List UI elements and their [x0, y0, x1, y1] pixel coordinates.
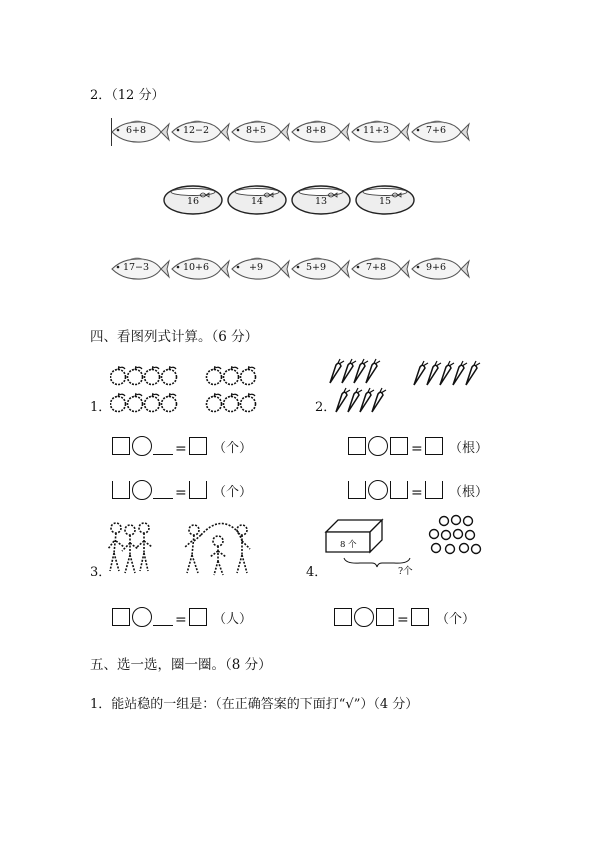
equals-sign: = [411, 441, 423, 457]
unit-label: （根） [449, 485, 489, 500]
apple-icon [111, 393, 126, 412]
fish-expression: 7+8 [365, 262, 387, 273]
fish-card[interactable] [109, 256, 171, 282]
carrots-picture [326, 358, 488, 420]
problem-1-number: 1． [90, 400, 112, 415]
carrot-icon [414, 361, 428, 385]
apple-icon [128, 393, 143, 412]
fish-expression: 11+3 [362, 125, 390, 136]
question-2-header [90, 88, 164, 104]
answer-box[interactable] [112, 437, 130, 455]
carrot-icon [348, 388, 362, 412]
unit-label: （个） [213, 441, 253, 456]
fishbowl-number: 15 [378, 196, 392, 207]
equals-sign: = [397, 612, 409, 628]
apple-icon [162, 393, 177, 412]
equals-sign: = [175, 441, 187, 457]
apple-icon [145, 393, 160, 412]
carrot-icon [466, 361, 480, 385]
equals-sign: = [175, 485, 187, 501]
operator-circle[interactable] [132, 480, 152, 500]
apple-icon [224, 393, 239, 412]
answer-box[interactable] [348, 437, 366, 455]
result-box[interactable] [411, 608, 429, 626]
operator-circle[interactable] [354, 607, 374, 627]
answer-box[interactable] [348, 481, 366, 499]
fish-expression: 7+6 [425, 125, 447, 136]
problem-4-number: 4． [306, 565, 328, 580]
unit-label: （个） [436, 612, 476, 627]
children-picture [106, 519, 266, 581]
fish-expression: 8+8 [305, 125, 327, 136]
apple-icon [111, 366, 126, 385]
result-box[interactable] [189, 481, 207, 499]
fish-expression: 17−3 [122, 262, 150, 273]
apple-icon [207, 393, 222, 412]
carrot-icon [453, 361, 467, 385]
result-box[interactable] [425, 437, 443, 455]
apple-icon [128, 366, 143, 385]
fishbowl-number: 13 [314, 196, 328, 207]
fish-card[interactable] [229, 119, 291, 145]
fish-card[interactable] [229, 256, 291, 282]
fishbowl[interactable] [290, 184, 352, 216]
carrot-icon [336, 388, 350, 412]
carrot-icon [372, 388, 386, 412]
section-4-title: 四、看图列式计算。（6 分） [90, 329, 259, 345]
apple-icon [145, 366, 160, 385]
box-count-label: 8 个 [340, 540, 357, 550]
fishbowl-number: 14 [250, 196, 264, 207]
answer-blank[interactable] [153, 454, 173, 455]
carrot-icon [440, 361, 454, 385]
question-count-label: ?个 [398, 566, 413, 577]
apple-icon [241, 393, 256, 412]
answer-box[interactable] [376, 608, 394, 626]
fishbowl[interactable] [354, 184, 416, 216]
apple-icon [224, 366, 239, 385]
answer-blank[interactable] [153, 625, 173, 626]
section-5-title: 五、选一选，圈一圈。（8 分） [90, 657, 272, 673]
problem-3-number: 3． [90, 565, 112, 580]
children-icon [106, 519, 266, 577]
result-box[interactable] [425, 481, 443, 499]
fish-expression: 6+8 [125, 125, 147, 136]
fish-card[interactable] [109, 119, 171, 145]
carrot-icon [326, 358, 488, 416]
answer-box[interactable] [334, 608, 352, 626]
balls-picture [426, 514, 482, 562]
fish-expression: 5+9 [305, 262, 327, 273]
question-number: 2． [90, 88, 112, 103]
carrot-icon [366, 359, 380, 383]
apple-icon [241, 366, 256, 385]
fishbowl-number: 16 [186, 196, 200, 207]
box-picture [322, 516, 388, 558]
fish-expression: 9+6 [425, 262, 447, 273]
balls-icon [426, 514, 482, 558]
carrot-icon [360, 388, 374, 412]
answer-box[interactable] [112, 608, 130, 626]
fishbowl[interactable] [162, 184, 224, 216]
unit-label: （人） [213, 612, 253, 627]
result-box[interactable] [189, 437, 207, 455]
answer-box[interactable] [390, 437, 408, 455]
problem-2-number: 2． [315, 400, 337, 415]
fish-expression: 10+6 [182, 262, 210, 273]
unit-label: （个） [213, 485, 253, 500]
question-score: （12 分） [111, 88, 165, 103]
fish-card[interactable] [409, 119, 471, 145]
fish-card[interactable] [169, 119, 231, 145]
carrot-icon [330, 359, 344, 383]
fish-card[interactable] [289, 119, 351, 145]
answer-box[interactable] [390, 481, 408, 499]
fish-card[interactable] [349, 119, 411, 145]
carrot-icon [354, 359, 368, 383]
carrot-icon [427, 361, 441, 385]
apple-icon [207, 366, 222, 385]
operator-circle[interactable] [132, 607, 152, 627]
apples-picture [110, 366, 260, 420]
result-box[interactable] [189, 608, 207, 626]
fish-expression: 8+5 [245, 125, 267, 136]
fish-card[interactable] [169, 256, 231, 282]
fish-card[interactable] [349, 256, 411, 282]
answer-blank[interactable] [153, 498, 173, 499]
fish-card[interactable] [409, 256, 471, 282]
fish-expression: +9 [248, 262, 263, 273]
carrot-icon [342, 359, 356, 383]
apple-icon [162, 366, 177, 385]
fishbowl[interactable] [226, 184, 288, 216]
equals-sign: = [411, 485, 423, 501]
answer-box[interactable] [112, 481, 130, 499]
equals-sign: = [175, 612, 187, 628]
apple-icon [110, 366, 260, 416]
unit-label: （根） [449, 441, 489, 456]
operator-circle[interactable] [132, 436, 152, 456]
operator-circle[interactable] [368, 480, 388, 500]
operator-circle[interactable] [368, 436, 388, 456]
fish-card[interactable] [289, 256, 351, 282]
fish-expression: 12−2 [182, 125, 210, 136]
section-5-question-1: 1．能站稳的一组是：（在正确答案的下面打“√”）（4 分） [90, 697, 419, 712]
